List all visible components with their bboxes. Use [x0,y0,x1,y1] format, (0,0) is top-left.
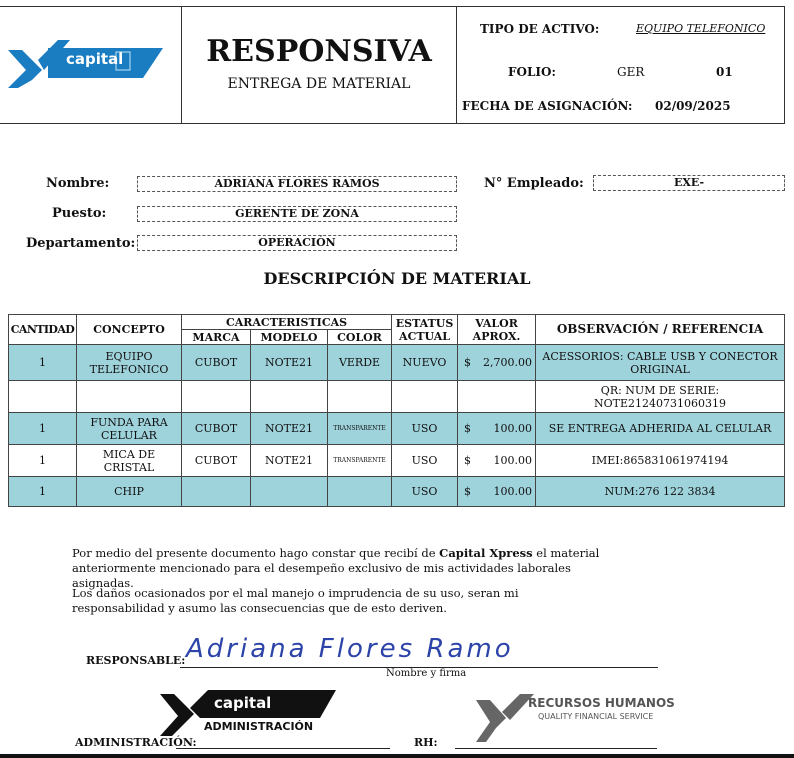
cell-marca [182,477,251,507]
cell-cantidad: 1 [9,445,77,477]
nombre-label: Nombre: [46,176,110,191]
cell-valor [458,445,536,477]
value-amount: 2,700.00 [483,356,533,369]
rh-stamp-subtext: QUALITY FINANCIAL SERVICE [538,712,654,721]
admin-stamp [160,690,338,736]
nombre-firma-caption: Nombre y firma [386,668,467,679]
rh-label: RH: [414,736,438,749]
tipo-value: EQUIPO TELEFONICO [636,22,766,35]
admin-label: ADMINISTRACIÓN: [75,736,197,749]
admin-line [176,748,390,749]
cell-cantidad [9,381,77,413]
cell-cantidad: 1 [9,413,77,445]
bottom-edge [0,754,794,758]
cell-modelo: NOTE21 [251,445,328,477]
table-row [9,345,785,381]
cell-concepto: EQUIPO TELEFONICO [77,345,182,381]
cell-concepto: MICA DE CRISTAL [77,445,182,477]
cell-estatus: USO [392,413,458,445]
rh-stamp-text: RECURSOS HUMANOS [528,696,675,710]
cell-estatus: USO [392,445,458,477]
cell-valor [458,381,536,413]
cell-obs: SE ENTREGA ADHERIDA AL CELULAR [536,413,785,445]
currency-symbol: $ [464,422,472,435]
admin-stamp-subtext: ADMINISTRACIÓN [204,720,314,733]
puesto-field: GERENTE DE ZONA [137,206,457,222]
rh-stamp [476,694,675,742]
cell-color [328,477,392,507]
header-estatus: ESTATUS ACTUAL [392,315,458,345]
cell-concepto: CHIP [77,477,182,507]
folio-number: 01 [716,65,733,79]
cell-estatus [392,381,458,413]
header-cantidad: CANTIDAD [9,315,77,345]
value-amount: 100.00 [493,454,533,467]
empleado-label: N° Empleado: [484,176,584,191]
value-amount: 100.00 [493,422,533,435]
value-amount: 100.00 [493,485,533,498]
fecha-value: 02/09/2025 [655,99,731,113]
rh-stamp-x-icon [476,694,536,742]
cell-color: VERDE [328,345,392,381]
table-row [9,445,785,477]
declaration-text-a: Por medio del presente documento hago constar que recibí de [72,546,440,560]
header-caracteristicas: CARACTERISTICAS [182,315,392,330]
cell-obs: IMEI:865831061974194 [536,445,785,477]
nombre-field: ADRIANA FLORES RAMOS [137,176,457,192]
table-row [9,413,785,445]
cell-color [328,381,392,413]
capital-logo [8,40,168,90]
puesto-label: Puesto: [52,206,107,221]
page-subtitle: ENTREGA DE MATERIAL [227,76,411,92]
cell-concepto [77,381,182,413]
cell-obs: ACESSORIOS: CABLE USB Y CONECTOR ORIGINAL [536,345,785,381]
folio-prefix: GER [617,65,645,79]
header-modelo: MODELO [251,330,328,345]
table-row [9,477,785,507]
logo-text: capital [66,50,124,68]
folio-label: FOLIO: [508,65,556,79]
company-name: Capital Xpress [439,546,533,560]
liability-paragraph: Los daños ocasionados por el mal manejo o imprudencia de su uso, seran mi responsabilidad y asumo las consecuencias que de esto deriven. [72,586,519,615]
header-obs: OBSERVACIÓN / REFERENCIA [536,315,785,345]
cell-estatus: USO [392,477,458,507]
header-color: COLOR [328,330,392,345]
cell-estatus: NUEVO [392,345,458,381]
table-row [9,381,785,413]
cell-valor [458,477,536,507]
fecha-label: FECHA DE ASIGNACIÓN: [462,99,633,113]
cell-marca: CUBOT [182,345,251,381]
cell-marca: CUBOT [182,445,251,477]
declaration-text-b: el material anteriormente mencionado para el desempeño exclusivo de mis actividades laborales asignadas. [72,546,600,590]
depto-field: OPERACIÓN [137,235,457,251]
cell-color: TRANSPARENTE [328,445,392,477]
responsable-signature: Adriana Flores Ramo [186,634,514,664]
currency-symbol: $ [464,454,472,467]
section-title: DESCRIPCIÓN DE MATERIAL [263,269,531,288]
cell-modelo [251,477,328,507]
currency-symbol: $ [464,356,472,369]
tipo-label: TIPO DE ACTIVO: [480,22,600,36]
cell-modelo: NOTE21 [251,345,328,381]
cell-marca: CUBOT [182,413,251,445]
declaration-paragraph [72,546,612,591]
cell-marca [182,381,251,413]
rh-line [455,748,657,749]
header-valor: VALOR APROX. [458,315,536,345]
cell-obs: NUM:276 122 3834 [536,477,785,507]
material-table [8,314,785,507]
cell-modelo: NOTE21 [251,413,328,445]
cell-cantidad: 1 [9,477,77,507]
admin-stamp-text: capital [214,694,272,712]
empleado-field: EXE- [593,175,785,191]
cell-color: TRANSPARENTE [328,413,392,445]
depto-label: Departamento: [26,236,136,251]
header-concepto: CONCEPTO [77,315,182,345]
currency-symbol: $ [464,485,472,498]
page-title: RESPONSIVA [206,34,432,69]
cell-valor [458,345,536,381]
cell-obs: QR: NUM DE SERIE: NOTE21240731060319 [536,381,785,413]
cell-valor [458,413,536,445]
header-marca: MARCA [182,330,251,345]
cell-concepto: FUNDA PARA CELULAR [77,413,182,445]
cell-modelo [251,381,328,413]
responsable-label: RESPONSABLE: [86,654,186,667]
cell-cantidad: 1 [9,345,77,381]
